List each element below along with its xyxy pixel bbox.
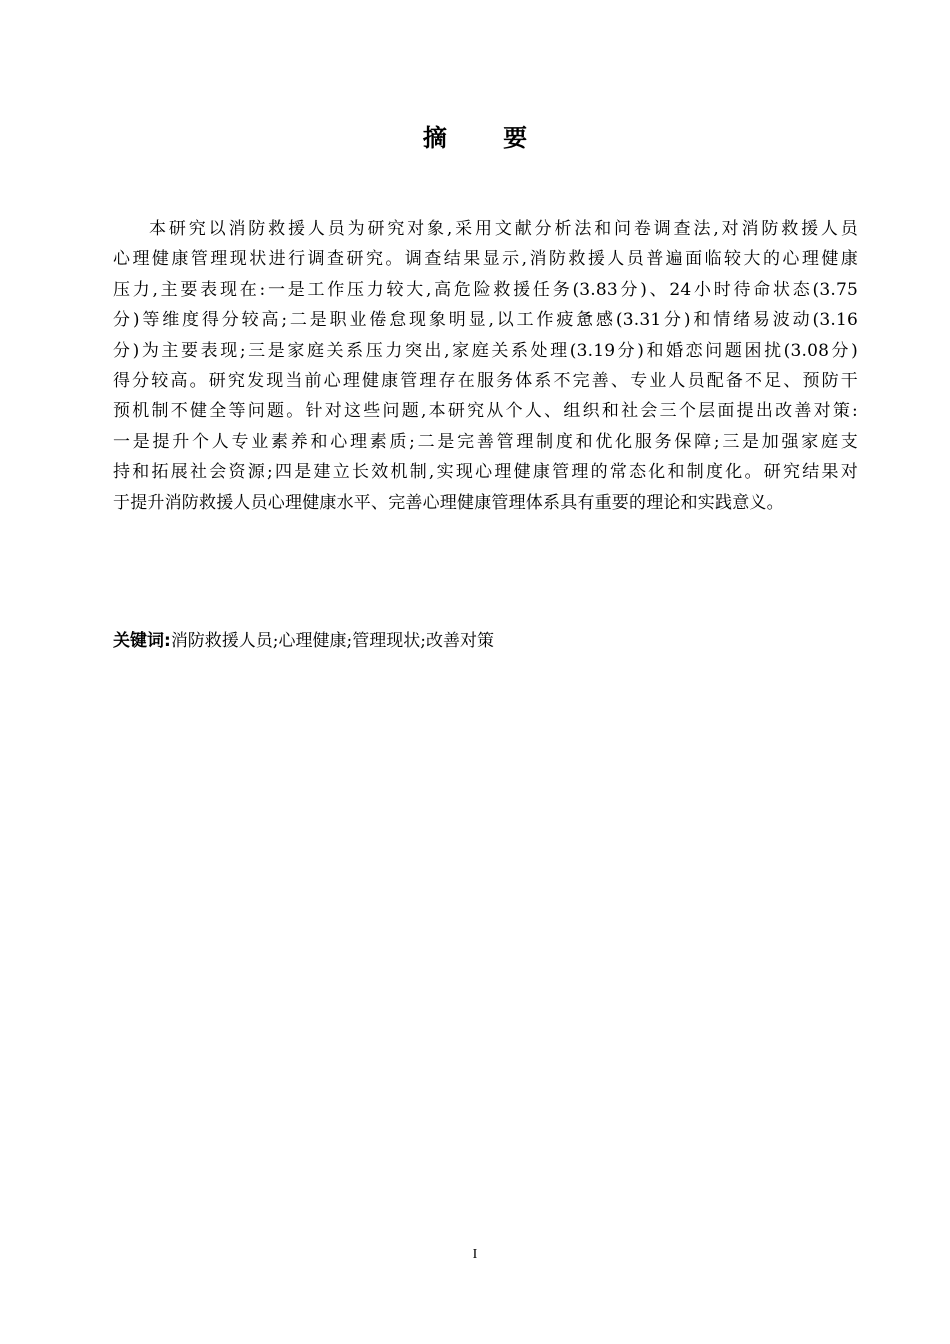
page-number: I [472, 1247, 478, 1262]
abstract-line: 得分较高。研究发现当前心理健康管理存在服务体系不完善、专业人员配备不足、预防干 [113, 371, 858, 392]
abstract-body [113, 214, 858, 518]
abstract-line: 一是提升个人专业素养和心理素质;二是完善管理制度和优化服务保障;三是加强家庭支 [113, 431, 858, 452]
abstract-title: 摘 要 [422, 124, 552, 152]
abstract-line: 分)为主要表现;三是家庭关系压力突出,家庭关系处理(3.19分)和婚恋问题困扰(3.08分) [113, 340, 858, 361]
abstract-line: 心理健康管理现状进行调查研究。调查结果显示,消防救援人员普遍面临较大的心理健康 [113, 249, 858, 270]
abstract-line: 压力,主要表现在:一是工作压力较大,高危险救援任务(3.83分)、24小时待命状态(3.75 [113, 279, 858, 300]
keywords-label: 关键词: [113, 631, 171, 651]
abstract-line: 本研究以消防救援人员为研究对象,采用文献分析法和问卷调查法,对消防救援人员 [149, 219, 858, 239]
abstract-line: 持和拓展社会资源;四是建立长效机制,实现心理健康管理的常态化和制度化。研究结果对 [113, 462, 858, 483]
keywords [113, 626, 858, 656]
abstract-line: 分)等维度得分较高;二是职业倦怠现象明显,以工作疲惫感(3.31分)和情绪易波动(3.16 [113, 310, 858, 331]
keywords-value: 消防救援人员;心理健康;管理现状;改善对策 [170, 631, 494, 651]
abstract-line: 预机制不健全等问题。针对这些问题,本研究从个人、组织和社会三个层面提出改善对策: [113, 401, 858, 422]
abstract-line: 于提升消防救援人员心理健康水平、完善心理健康管理体系具有重要的理论和实践意义。 [113, 492, 784, 513]
